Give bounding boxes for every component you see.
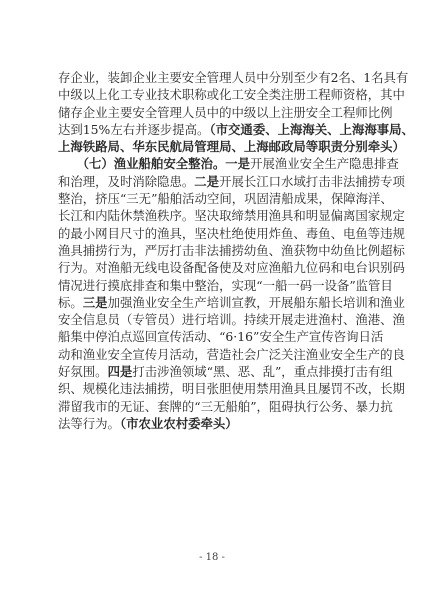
text-line bbox=[58, 277, 393, 294]
text-line bbox=[58, 69, 409, 86]
text-line bbox=[58, 138, 405, 155]
text-segment: 的最小网目尺寸的渔具，坚决杜绝使用炸鱼、毒鱼、电鱼等违规 bbox=[58, 225, 405, 241]
bold-text-segment: （七）渔业船舶安全整治。一是 bbox=[58, 156, 251, 172]
text-line bbox=[58, 104, 393, 121]
text-line bbox=[58, 86, 405, 103]
text-line bbox=[58, 346, 405, 363]
text-segment: 船集中停泊点巡回宣传活动、“6·16”安全生产宣传咨询日活 bbox=[58, 329, 384, 345]
text-segment: 行为。对渔船无线电设备配备使及对应渔船九位码和电台识别码 bbox=[58, 260, 405, 276]
text-line bbox=[58, 380, 405, 397]
text-line bbox=[58, 121, 414, 138]
text-line bbox=[58, 242, 405, 259]
text-line bbox=[58, 207, 405, 224]
text-segment: 加强渔业安全生产培训宣教，开展船东船长培训和渔业 bbox=[107, 294, 405, 310]
text-line bbox=[58, 328, 384, 345]
body-text bbox=[58, 69, 414, 432]
text-line bbox=[58, 190, 393, 207]
text-segment: 中级以上化工专业技术职称或化工安全类注册工程师资格，其中 bbox=[58, 87, 405, 103]
text-segment: 储存企业主要安全管理人员中的中级以上注册安全工程师比例 bbox=[58, 104, 393, 120]
text-segment: 法等行为。 bbox=[58, 415, 120, 431]
bold-text-segment: 四是 bbox=[107, 364, 133, 380]
text-line bbox=[58, 155, 399, 172]
text-segment: 开展渔业安全生产隐患排查 bbox=[250, 156, 399, 172]
bold-text-segment: （市农业农村委牵头） bbox=[119, 415, 238, 431]
text-line bbox=[58, 363, 393, 380]
text-segment: 存企业，装卸企业主要安全管理人员中分别至少有2名、1名具有 bbox=[58, 70, 409, 85]
page-number: - 18 - bbox=[199, 552, 225, 563]
text-segment: 渔具捕捞行为，严厉打击非法捕捞幼鱼、渔获物中幼鱼比例超标 bbox=[58, 242, 405, 258]
text-line bbox=[58, 311, 405, 328]
text-line bbox=[58, 225, 405, 242]
text-segment: 好氛围。 bbox=[58, 364, 108, 380]
text-segment: 滞留我市的无证、套牌的“三无船舶”，阻碍执行公务、暴力抗 bbox=[58, 398, 393, 414]
text-segment: 开展长江口水域打击非法捕捞专项 bbox=[219, 173, 405, 189]
text-line bbox=[58, 398, 393, 415]
text-line bbox=[58, 415, 370, 432]
text-segment: 和治理，及时消除隐患。 bbox=[58, 173, 195, 189]
text-segment: 情况进行摸底排查和集中整治，实现“一船一码一设备”监管目 bbox=[58, 277, 393, 293]
text-line bbox=[58, 259, 405, 276]
text-segment: 标。 bbox=[58, 294, 83, 310]
text-segment: 安全信息员（专管员）进行培训。持续开展走进渔村、渔港、渔 bbox=[58, 312, 405, 328]
text-segment: 动和渔业安全宣传月活动，营造社会广泛关注渔业安全生产的良 bbox=[58, 346, 405, 362]
text-segment: 打击涉渔领域“黑、恶、乱”，重点排摸打击有组 bbox=[132, 364, 393, 380]
bold-text-segment: 上海铁路局、华东民航局管理局、上海邮政局等职责分别牵头） bbox=[58, 139, 405, 155]
text-segment: 长江和内陆休禁渔秩序。坚决取缔禁用渔具和明显偏离国家规定 bbox=[58, 208, 405, 224]
text-segment: 达到15%左右并逐步提高。 bbox=[58, 121, 210, 137]
text-segment: 整治，挤压“三无”船舶活动空间，巩固清船成果，保障海洋、 bbox=[58, 191, 393, 207]
text-line bbox=[58, 294, 405, 311]
bold-text-segment: 三是 bbox=[82, 294, 108, 310]
text-segment: 织、规模化违法捕捞，明目张胆使用禁用渔具且屡罚不改，长期 bbox=[58, 381, 405, 397]
bold-text-segment: 二是 bbox=[194, 173, 220, 189]
bold-text-segment: （市交通委、上海海关、上海海事局、 bbox=[209, 121, 414, 137]
text-line bbox=[58, 173, 405, 190]
